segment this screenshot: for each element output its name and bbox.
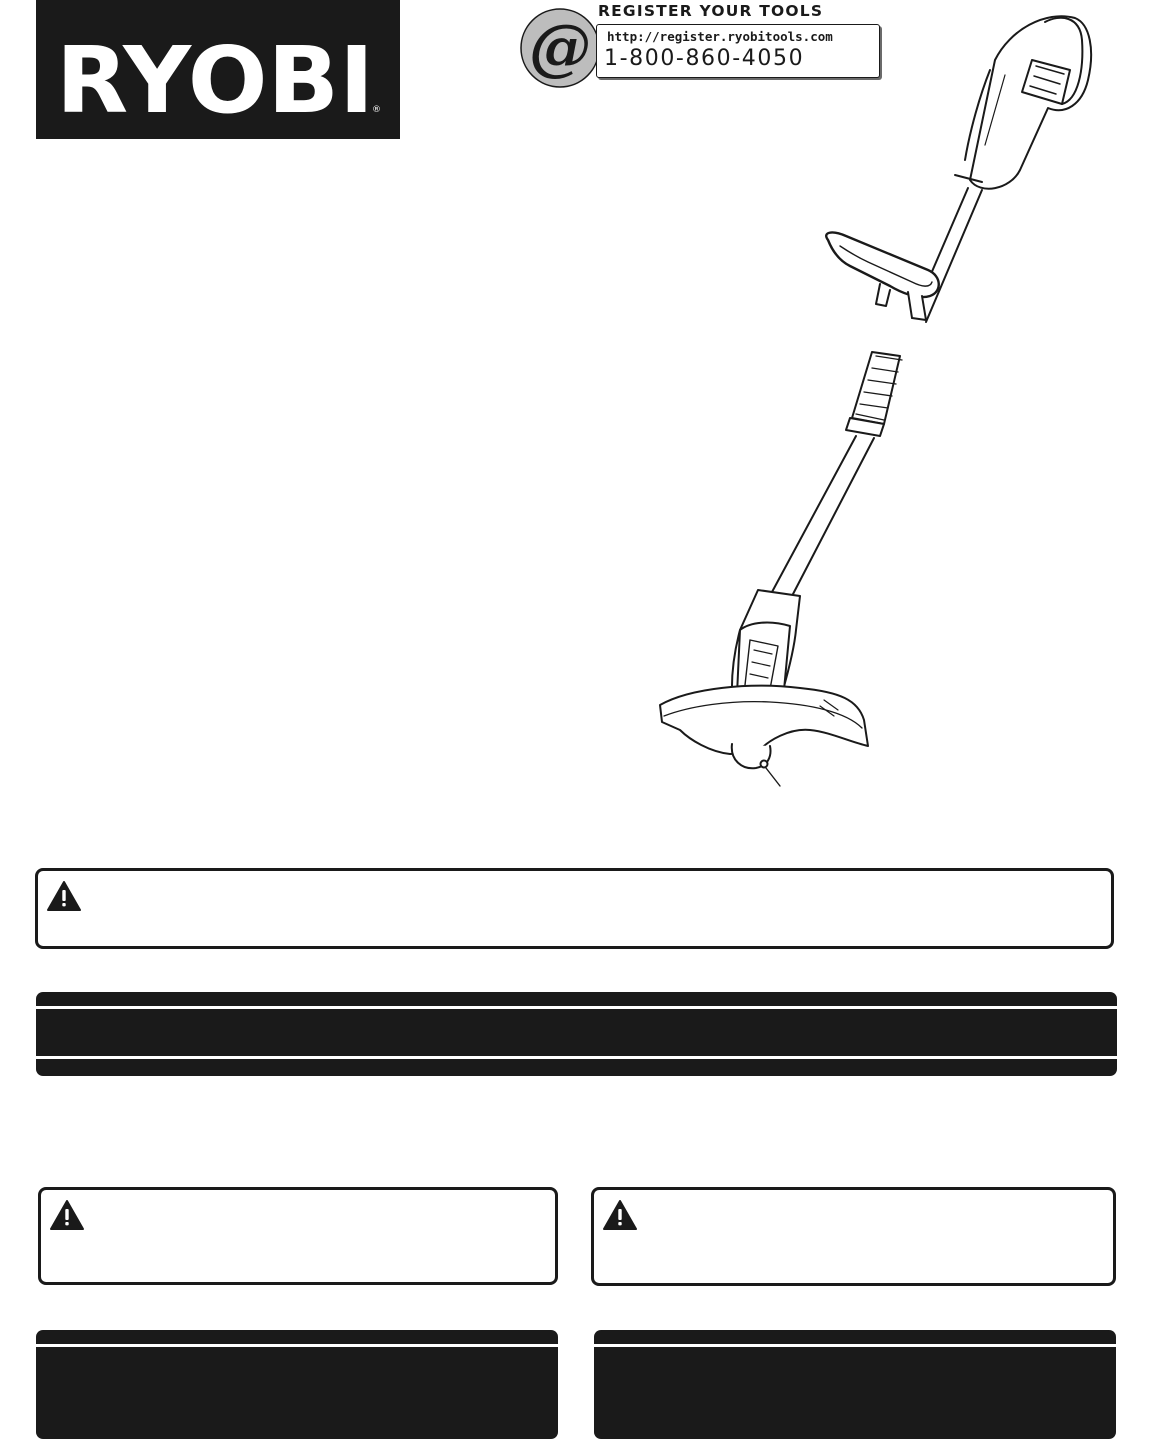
warning-box-left (38, 1187, 558, 1285)
banner-right (594, 1330, 1116, 1439)
register-url[interactable]: http://register.ryobitools.com (607, 29, 833, 44)
warning-triangle-icon (602, 1199, 638, 1231)
banner-main (36, 992, 1117, 1076)
trimmer-illustration (650, 0, 1120, 800)
svg-text:®: ® (372, 105, 381, 115)
banner-rule-bottom (36, 1056, 1117, 1059)
warning-triangle-icon (46, 880, 82, 912)
banner-left (36, 1330, 558, 1439)
warning-box-main (35, 868, 1114, 949)
svg-text:RYOBI: RYOBI (56, 27, 374, 134)
banner-rule-top (594, 1344, 1116, 1347)
svg-text:@: @ (529, 10, 591, 83)
register-title: REGISTER YOUR TOOLS (598, 2, 824, 20)
banner-rule-top (36, 1344, 558, 1347)
warning-box-right (591, 1187, 1116, 1286)
register-phone: 1-800-860-4050 (604, 46, 805, 71)
ryobi-logo-mark (36, 0, 400, 139)
at-sign-icon (520, 2, 600, 94)
brand-logo (36, 0, 400, 139)
warning-triangle-icon (49, 1199, 85, 1231)
string-trimmer-image (650, 0, 1120, 800)
banner-rule-top (36, 1006, 1117, 1009)
